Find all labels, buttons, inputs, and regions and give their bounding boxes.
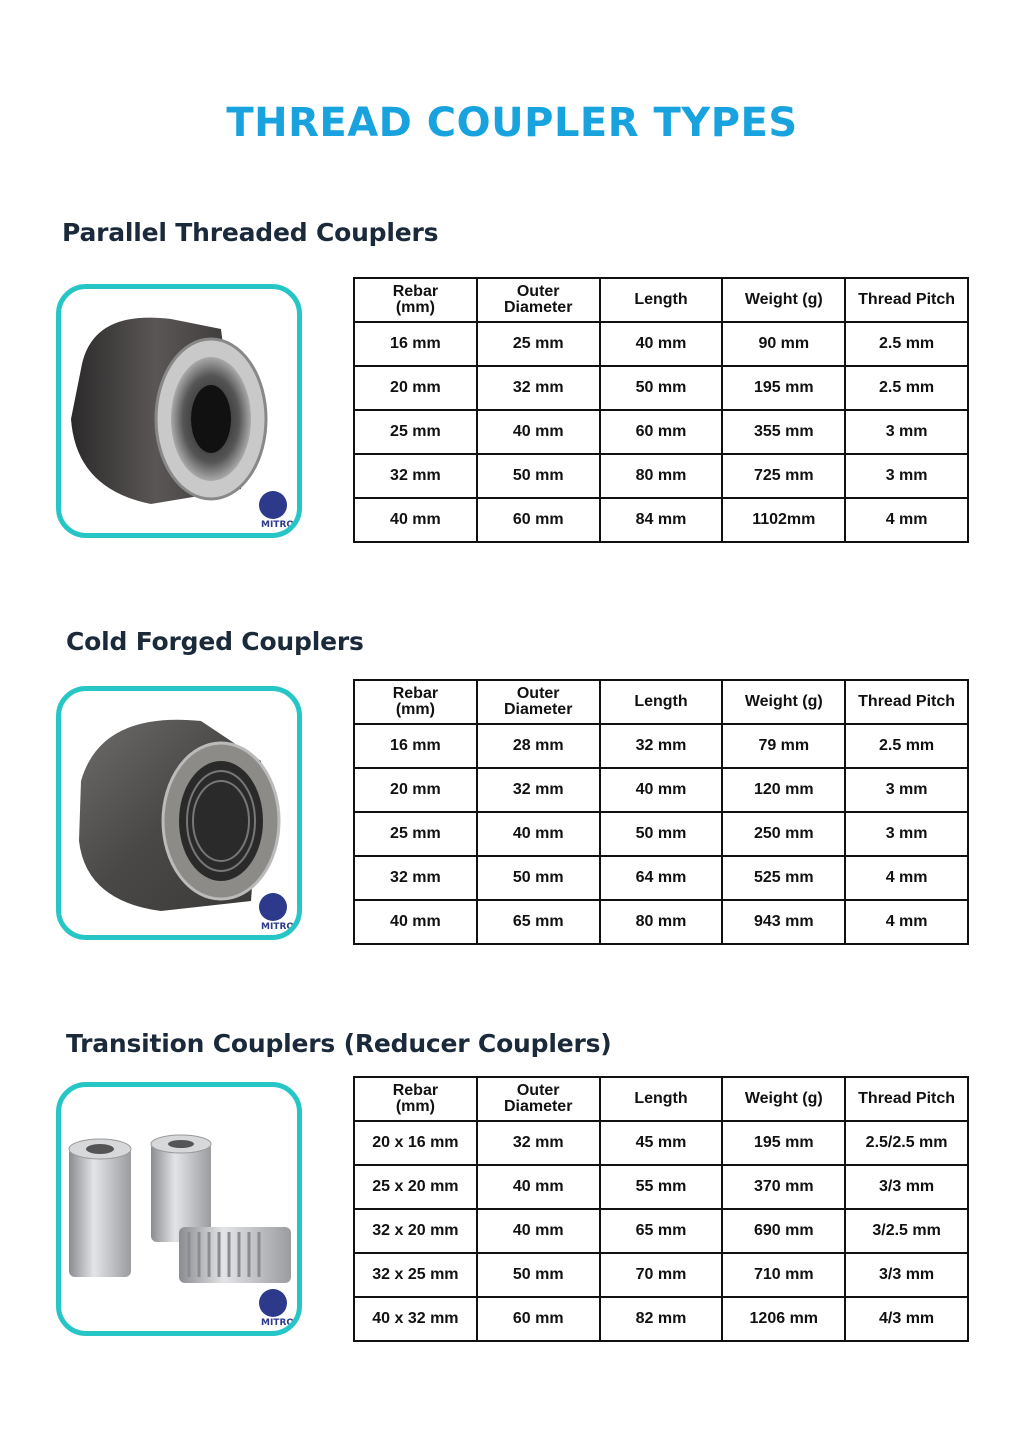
table-header-row — [354, 1077, 968, 1121]
mitro-logo-icon — [259, 893, 294, 932]
mitro-logo-icon — [259, 491, 294, 530]
transition-spec-table — [353, 1076, 969, 1342]
col-weight: Weight (g) — [722, 680, 845, 724]
table-row: 25 mm 40 mm 60 mm 355 mm 3 mm — [354, 410, 968, 454]
col-rebar: Rebar (mm) — [354, 680, 477, 724]
page-title: THREAD COUPLER TYPES — [226, 100, 798, 146]
table-row: 16 mm 28 mm 32 mm 79 mm 2.5 mm — [354, 724, 968, 768]
section-title-transition: Transition Couplers (Reducer Couplers) — [66, 1029, 612, 1058]
transition-coupler-image — [56, 1082, 302, 1336]
table-row: 25 mm 40 mm 50 mm 250 mm 3 mm — [354, 812, 968, 856]
table-row: 32 x 20 mm 40 mm 65 mm 690 mm 3/2.5 mm — [354, 1209, 968, 1253]
table-row: 20 mm 32 mm 50 mm 195 mm 2.5 mm — [354, 366, 968, 410]
col-weight: Weight (g) — [722, 278, 845, 322]
table-row: 20 x 16 mm 32 mm 45 mm 195 mm 2.5/2.5 mm — [354, 1121, 968, 1165]
table-row: 25 x 20 mm 40 mm 55 mm 370 mm 3/3 mm — [354, 1165, 968, 1209]
table-row: 32 mm 50 mm 64 mm 525 mm 4 mm — [354, 856, 968, 900]
col-outer-diameter: Outer Diameter — [477, 680, 600, 724]
col-length: Length — [600, 278, 723, 322]
col-weight: Weight (g) — [722, 1077, 845, 1121]
table-row: 20 mm 32 mm 40 mm 120 mm 3 mm — [354, 768, 968, 812]
section-title-parallel: Parallel Threaded Couplers — [62, 218, 439, 247]
table-row: 32 mm 50 mm 80 mm 725 mm 3 mm — [354, 454, 968, 498]
col-length: Length — [600, 1077, 723, 1121]
table-header-row — [354, 278, 968, 322]
parallel-coupler-image — [56, 284, 302, 538]
col-rebar: Rebar (mm) — [354, 278, 477, 322]
svg-text:MITRO: MITRO — [261, 922, 295, 932]
table-row: 16 mm 25 mm 40 mm 90 mm 2.5 mm — [354, 322, 968, 366]
col-outer-diameter: Outer Diameter — [477, 278, 600, 322]
col-rebar: Rebar (mm) — [354, 1077, 477, 1121]
cold-forged-coupler-image — [56, 686, 302, 940]
svg-text:MITRO: MITRO — [261, 1318, 295, 1328]
table-row: 40 mm 65 mm 80 mm 943 mm 4 mm — [354, 900, 968, 944]
steel-coupler-icon — [61, 289, 297, 533]
reducer-couplers-icon — [61, 1087, 297, 1331]
parallel-spec-table — [353, 277, 969, 543]
table-row: 40 mm 60 mm 84 mm 1102mm 4 mm — [354, 498, 968, 542]
col-thread-pitch: Thread Pitch — [845, 278, 968, 322]
table-row: 40 x 32 mm 60 mm 82 mm 1206 mm 4/3 mm — [354, 1297, 968, 1341]
col-outer-diameter: Outer Diameter — [477, 1077, 600, 1121]
forged-coupler-icon — [61, 691, 297, 935]
col-length: Length — [600, 680, 723, 724]
section-title-cold-forged: Cold Forged Couplers — [66, 627, 364, 656]
cold-forged-spec-table — [353, 679, 969, 945]
col-thread-pitch: Thread Pitch — [845, 680, 968, 724]
table-header-row — [354, 680, 968, 724]
table-row: 32 x 25 mm 50 mm 70 mm 710 mm 3/3 mm — [354, 1253, 968, 1297]
mitro-logo-icon — [259, 1289, 294, 1328]
svg-text:MITRO: MITRO — [261, 520, 295, 530]
col-thread-pitch: Thread Pitch — [845, 1077, 968, 1121]
